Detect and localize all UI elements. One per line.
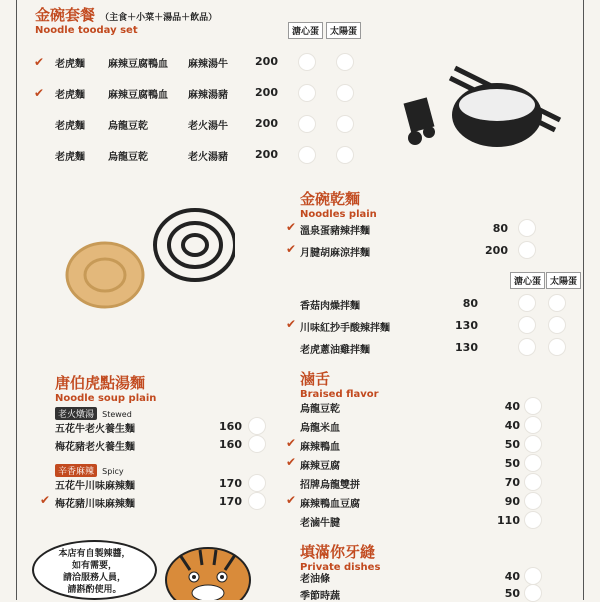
- braised-item-name: 麻辣鴨血豆腐: [300, 499, 360, 510]
- check-mark-icon: ✔: [34, 55, 45, 69]
- private-option[interactable]: [524, 584, 542, 602]
- soup-option[interactable]: [248, 417, 266, 435]
- bubble-line: 請洽服務人員，: [62, 573, 126, 583]
- soft-egg-option[interactable]: [518, 316, 536, 334]
- braised-title: 滷舌: [300, 370, 331, 388]
- set-item-main: 老虎麵: [55, 90, 85, 101]
- dry-item-price: 130: [455, 341, 478, 354]
- braised-item-name: 老滷牛腱: [300, 518, 340, 529]
- set-item-side: 麻辣豆腐鴨血: [108, 90, 168, 101]
- dry-item-name: 月腱胡麻涼拌麵: [300, 248, 370, 259]
- dry-item-name: 川味紅抄手酸辣拌麵: [300, 323, 390, 334]
- braised-item-price: 90: [504, 495, 520, 508]
- braised-item-price: 40: [504, 419, 520, 432]
- braised-item-price: 70: [504, 476, 520, 489]
- braised-item-name: 烏龍米血: [300, 423, 340, 434]
- set-item-side: 烏龍豆乾: [108, 121, 148, 132]
- stewed-tag: 老火燉湯: [55, 407, 97, 420]
- set-item-price: 200: [255, 86, 278, 99]
- set-item-price: 200: [255, 148, 278, 161]
- dry-noodles-subtitle: Noodles plain: [300, 209, 377, 220]
- check-mark-icon: ✔: [286, 455, 297, 469]
- check-mark-icon: ✔: [286, 436, 297, 450]
- dry-item-price: 80: [462, 297, 478, 310]
- sunny-egg-option[interactable]: [336, 146, 354, 164]
- private-item-name: 季節時蔬: [300, 591, 340, 602]
- soup-item-price: 170: [219, 495, 242, 508]
- braised-item-name: 招牌烏龍雙拼: [300, 480, 360, 491]
- braised-item-price: 40: [504, 400, 520, 413]
- check-mark-icon: ✔: [34, 86, 45, 100]
- soft-egg-option[interactable]: [518, 338, 536, 356]
- private-item-price: 40: [504, 570, 520, 583]
- set-item-main: 老虎麵: [55, 152, 85, 163]
- spicy-sauce-notice-bubble: [32, 540, 157, 600]
- set-item-soup: 老火湯豬: [188, 152, 228, 163]
- braised-subtitle: Braised flavor: [300, 389, 379, 400]
- dry-col-header-sunny-egg: 太陽蛋: [546, 272, 581, 289]
- spicy-tag-row: [55, 459, 124, 478]
- stewed-tag-en: Stewed: [102, 410, 132, 419]
- private-header: [300, 541, 380, 573]
- egg-option[interactable]: [518, 241, 536, 259]
- sunny-egg-option[interactable]: [336, 115, 354, 133]
- set-meal-subtitle: Noodle tooday set: [35, 25, 138, 36]
- bubble-line: 本店有自製辣醬，: [58, 549, 131, 559]
- egg-option[interactable]: [518, 219, 536, 237]
- set-item-price: 200: [255, 117, 278, 130]
- soup-option[interactable]: [248, 474, 266, 492]
- sunny-egg-option[interactable]: [336, 53, 354, 71]
- set-col-header-soft-egg: 溏心蛋: [288, 22, 323, 39]
- braised-item-price: 50: [504, 438, 520, 451]
- braised-item-price: 50: [504, 457, 520, 470]
- private-option[interactable]: [524, 567, 542, 585]
- soft-egg-option[interactable]: [298, 53, 316, 71]
- check-mark-icon: ✔: [40, 493, 51, 507]
- check-mark-icon: ✔: [286, 317, 297, 331]
- soft-egg-option[interactable]: [518, 294, 536, 312]
- braised-option[interactable]: [524, 473, 542, 491]
- sunny-egg-option[interactable]: [336, 84, 354, 102]
- braised-option[interactable]: [524, 435, 542, 453]
- soup-item-name: 五花牛老火養生麵: [55, 424, 135, 435]
- soft-egg-option[interactable]: [298, 146, 316, 164]
- braised-option[interactable]: [524, 416, 542, 434]
- dry-col-header-soft-egg: 溏心蛋: [510, 272, 545, 289]
- soup-noodles-title: 唐伯虎點湯麵: [55, 374, 146, 392]
- sunny-egg-option[interactable]: [548, 338, 566, 356]
- check-mark-icon: ✔: [286, 493, 297, 507]
- set-meal-note: （主食＋小菜＋湯品＋飲品）: [100, 13, 218, 23]
- soup-noodles-header: [55, 372, 156, 404]
- stewed-tag-row: [55, 402, 132, 421]
- soft-egg-option[interactable]: [298, 115, 316, 133]
- soft-egg-option[interactable]: [298, 84, 316, 102]
- private-item-name: 老油條: [300, 574, 330, 585]
- set-item-main: 老虎麵: [55, 59, 85, 70]
- soup-item-name: 五花牛川味麻辣麵: [55, 481, 135, 492]
- dry-item-name: 香菇肉燥拌麵: [300, 301, 360, 312]
- private-item-price: 50: [504, 587, 520, 600]
- set-item-soup: 麻辣湯牛: [188, 59, 228, 70]
- set-meal-title: 金碗套餐: [35, 6, 96, 24]
- soup-item-price: 160: [219, 420, 242, 433]
- private-subtitle: Private dishes: [300, 562, 381, 573]
- set-item-main: 老虎麵: [55, 121, 85, 132]
- dry-item-name: 老虎蔥油雞拌麵: [300, 345, 370, 356]
- check-mark-icon: ✔: [286, 220, 297, 234]
- dry-item-price: 200: [485, 244, 508, 257]
- dry-noodles-title: 金碗乾麵: [300, 190, 361, 208]
- braised-option[interactable]: [524, 492, 542, 510]
- soup-item-name: 梅花豬老火養生麵: [55, 442, 135, 453]
- soup-option[interactable]: [248, 435, 266, 453]
- set-meal-header: [35, 4, 217, 36]
- set-item-side: 烏龍豆乾: [108, 152, 148, 163]
- dry-item-price: 130: [455, 319, 478, 332]
- spicy-tag: 辛香麻辣: [55, 464, 97, 477]
- dry-item-name: 溫泉蛋豬辣拌麵: [300, 226, 370, 237]
- sunny-egg-option[interactable]: [548, 316, 566, 334]
- dry-item-price: 80: [492, 222, 508, 235]
- braised-item-name: 麻辣豆腐: [300, 461, 340, 472]
- braised-item-name: 烏龍豆乾: [300, 404, 340, 415]
- noodle-swirl-illustration: [55, 205, 235, 315]
- set-item-soup: 麻辣湯豬: [188, 90, 228, 101]
- set-item-side: 麻辣豆腐鴨血: [108, 59, 168, 70]
- private-title: 填滿你牙縫: [300, 543, 376, 561]
- braised-item-price: 110: [497, 514, 520, 527]
- sunny-egg-option[interactable]: [548, 294, 566, 312]
- spicy-tag-en: Spicy: [102, 467, 124, 476]
- noodle-bowl-illustration: [395, 60, 575, 170]
- soup-noodles-subtitle: Noodle soup plain: [55, 393, 157, 404]
- braised-option[interactable]: [524, 511, 542, 529]
- bubble-line: 請斟酌使用。: [67, 585, 122, 595]
- tiger-illustration: [160, 535, 255, 600]
- soup-option[interactable]: [248, 492, 266, 510]
- dry-noodles-header: [300, 188, 377, 220]
- braised-option[interactable]: [524, 454, 542, 472]
- set-item-soup: 老火湯牛: [188, 121, 228, 132]
- set-item-price: 200: [255, 55, 278, 68]
- bubble-line: 如有需要，: [71, 561, 117, 571]
- soup-item-name: 梅花豬川味麻辣麵: [55, 499, 135, 510]
- braised-header: [300, 368, 379, 400]
- soup-item-price: 170: [219, 477, 242, 490]
- set-col-header-sunny-egg: 太陽蛋: [326, 22, 361, 39]
- check-mark-icon: ✔: [286, 242, 297, 256]
- braised-option[interactable]: [524, 397, 542, 415]
- braised-item-name: 麻辣鴨血: [300, 442, 340, 453]
- soup-item-price: 160: [219, 438, 242, 451]
